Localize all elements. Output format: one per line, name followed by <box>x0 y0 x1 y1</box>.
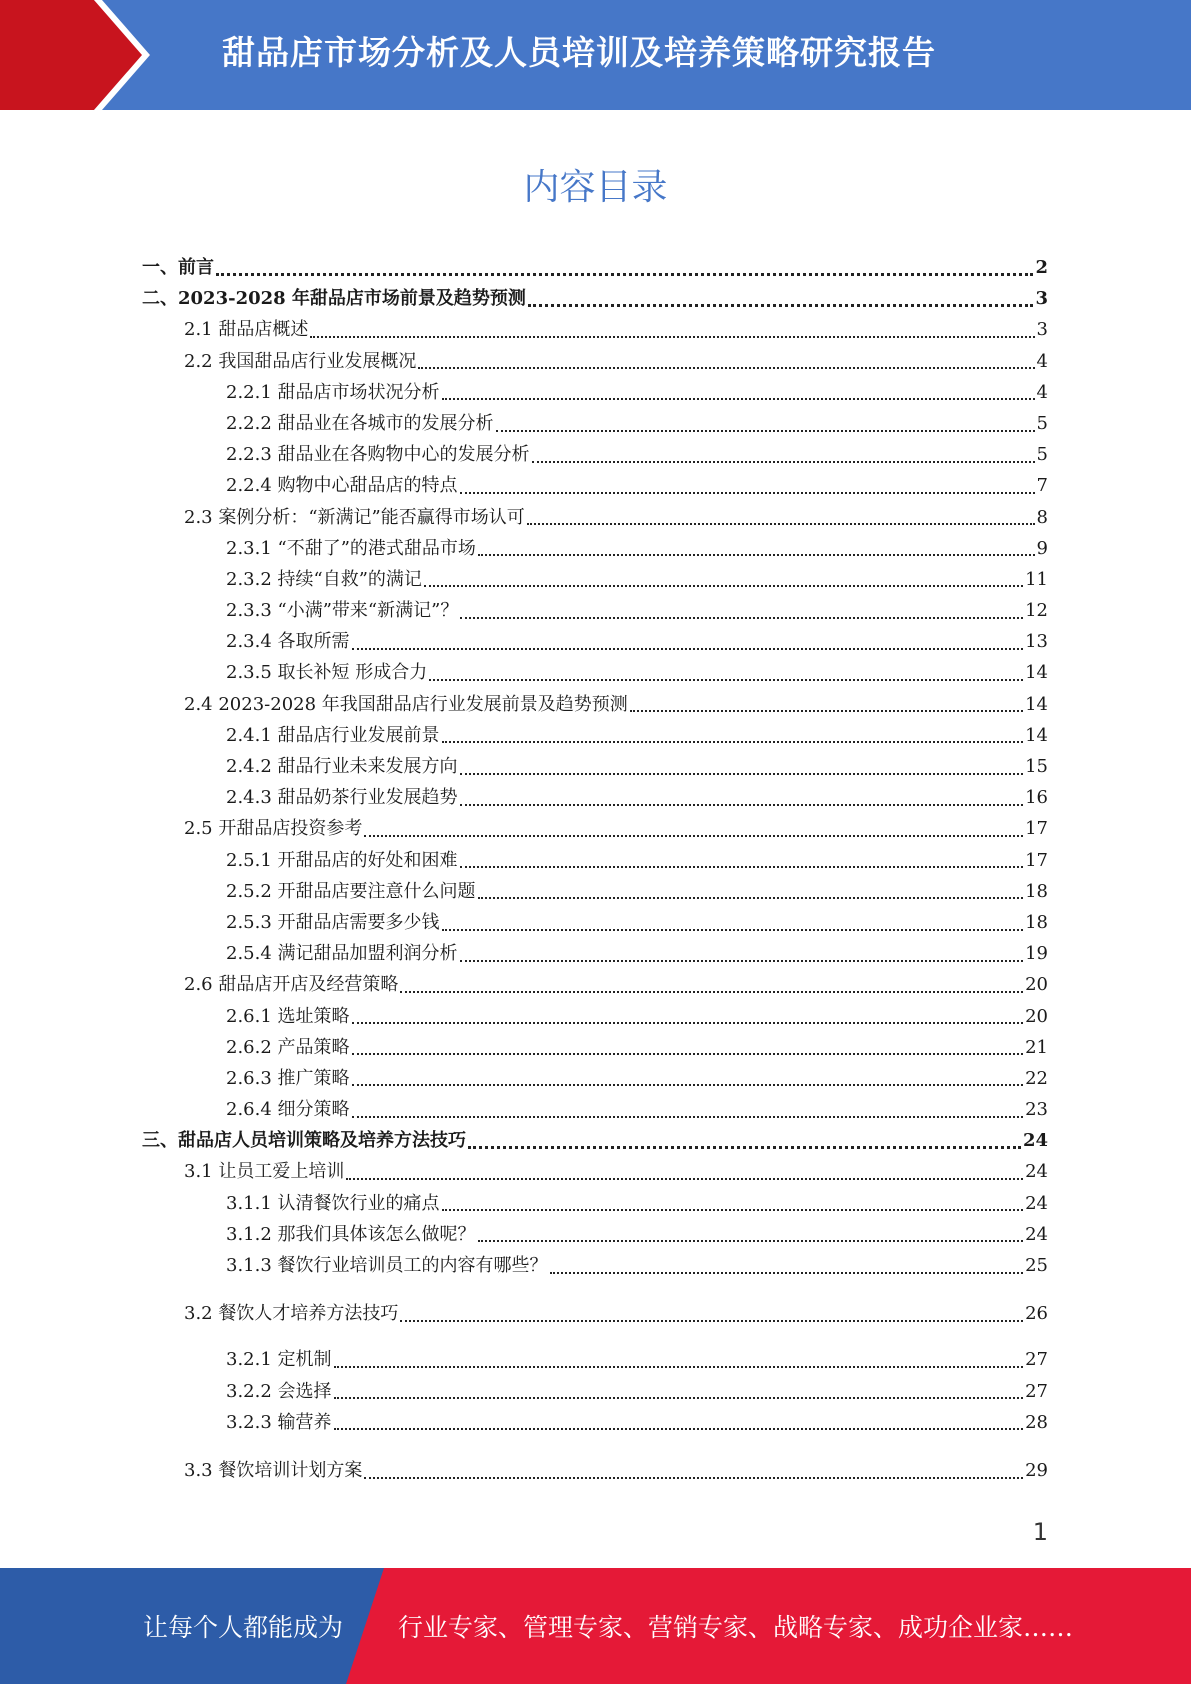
page-number: 1 <box>1032 1518 1048 1546</box>
toc-leader-dots <box>346 1178 1023 1180</box>
toc-entry-page: 26 <box>1025 1303 1048 1325</box>
toc-entry-title: 2.4.3 甜品奶茶行业发展趋势 <box>226 787 458 809</box>
toc-entry-title: 2.4.1 甜品店行业发展前景 <box>226 724 440 746</box>
toc-entry-title: 3.2 餐饮人才培养方法技巧 <box>184 1303 399 1325</box>
toc-entry-title: 3.1.1 认清餐饮行业的痛点 <box>226 1192 440 1214</box>
toc-entry[interactable] <box>142 938 1048 969</box>
toc-entry[interactable] <box>142 408 1048 439</box>
toc-entry[interactable] <box>142 657 1048 688</box>
toc-entry-page: 23 <box>1025 1099 1048 1121</box>
toc-entry[interactable] <box>142 907 1048 938</box>
footer-slogan-left: 让每个人都能成为 <box>143 1613 344 1642</box>
toc-entry-page: 5 <box>1036 444 1048 466</box>
footer-slogan-right: 行业专家、管理专家、营销专家、战略专家、成功企业家…… <box>398 1613 1074 1642</box>
toc-leader-dots <box>478 554 1035 556</box>
toc-entry-page: 24 <box>1022 1130 1048 1152</box>
toc-entry[interactable] <box>142 845 1048 876</box>
toc-entry-page: 28 <box>1025 1411 1048 1433</box>
toc-entry[interactable] <box>142 876 1048 907</box>
toc-entry-title: 2.2.4 购物中心甜品店的特点 <box>226 475 458 497</box>
toc-entry-title: 2.4 2023-2028 年我国甜品店行业发展前景及趋势预测 <box>184 693 628 715</box>
toc-entry-page: 14 <box>1025 662 1048 684</box>
toc-entry-title: 3.3 餐饮培训计划方案 <box>184 1459 363 1481</box>
toc-entry[interactable] <box>142 1219 1048 1250</box>
toc-leader-dots <box>630 710 1023 712</box>
toc-leader-dots <box>334 1428 1024 1430</box>
toc-entry-title: 一、前言 <box>142 257 214 278</box>
toc-leader-dots <box>352 1084 1024 1086</box>
toc-entry[interactable] <box>142 1250 1048 1281</box>
toc-entry-page: 8 <box>1036 506 1048 528</box>
toc-entry-title: 2.5.4 满记甜品加盟利润分析 <box>226 943 458 965</box>
toc-leader-dots <box>400 991 1023 993</box>
toc-entry[interactable] <box>142 720 1048 751</box>
toc-entry[interactable] <box>142 377 1048 408</box>
toc-leader-dots <box>364 1477 1023 1479</box>
toc-leader-dots <box>532 461 1035 463</box>
toc-entry-title: 2.2.2 甜品业在各城市的发展分析 <box>226 412 494 434</box>
toc-leader-dots <box>442 929 1024 931</box>
toc-leader-dots <box>364 835 1023 837</box>
toc-leader-dots <box>352 1053 1024 1055</box>
toc-entry-page: 18 <box>1025 911 1048 933</box>
toc-entry-page: 21 <box>1025 1036 1048 1058</box>
toc-entry-title: 3.1 让员工爱上培训 <box>184 1161 345 1183</box>
toc-entry[interactable] <box>142 751 1048 782</box>
toc-entry[interactable] <box>142 1298 1048 1329</box>
toc-leader-dots <box>352 1022 1024 1024</box>
toc-entry-page: 27 <box>1025 1349 1048 1371</box>
toc-entry-page: 22 <box>1025 1067 1048 1089</box>
toc-entry[interactable] <box>142 439 1048 470</box>
toc-entry[interactable] <box>142 1344 1048 1375</box>
toc-entry[interactable] <box>142 782 1048 813</box>
toc-entry-page: 29 <box>1025 1459 1048 1481</box>
toc-entry-title: 2.3 案例分析：“新满记”能否赢得市场认可 <box>184 506 525 528</box>
toc-leader-dots <box>460 617 1023 619</box>
toc-entry[interactable] <box>142 314 1048 345</box>
toc-entry-title: 2.3.5 取长补短 形成合力 <box>226 662 428 684</box>
toc-entry-title: 2.5.3 开甜品店需要多少钱 <box>226 911 440 933</box>
toc-entry-title: 2.2.1 甜品店市场状况分析 <box>226 381 440 403</box>
toc-entry[interactable] <box>142 1407 1048 1438</box>
toc-leader-dots <box>460 960 1024 962</box>
toc-leader-dots <box>527 523 1035 525</box>
toc-entry[interactable] <box>142 1156 1048 1187</box>
toc-entry[interactable] <box>142 533 1048 564</box>
toc-leader-dots <box>352 1116 1024 1118</box>
toc-leader-dots <box>334 1397 1024 1399</box>
toc-entry-title: 2.5 开甜品店投资参考 <box>184 818 363 840</box>
toc-leader-dots <box>216 273 1033 276</box>
toc-entry[interactable] <box>142 595 1048 626</box>
toc-entry-page: 11 <box>1025 568 1048 590</box>
toc-entry-title: 2.3.4 各取所需 <box>226 631 350 653</box>
toc-entry-page: 24 <box>1025 1223 1048 1245</box>
toc-entry-title: 2.6.4 细分策略 <box>226 1099 350 1121</box>
toc-leader-dots <box>429 679 1023 681</box>
toc-entry-title: 2.3.1 “不甜了”的港式甜品市场 <box>226 537 476 559</box>
toc-entry[interactable] <box>142 1188 1048 1219</box>
toc-leader-dots <box>528 304 1034 307</box>
toc-entry[interactable] <box>142 969 1048 1000</box>
toc-entry-page: 27 <box>1025 1380 1048 1402</box>
toc-entry-page: 20 <box>1025 1005 1048 1027</box>
toc-entry[interactable] <box>142 346 1048 377</box>
toc-entry-title: 2.6.1 选址策略 <box>226 1005 350 1027</box>
toc-leader-dots <box>400 1320 1023 1322</box>
toc-entry-title: 二、2023-2028 年甜品店市场前景及趋势预测 <box>142 288 526 310</box>
toc-leader-dots <box>468 1146 1021 1149</box>
toc-entry-page: 17 <box>1025 818 1048 840</box>
toc-entry-title: 2.6.2 产品策略 <box>226 1036 350 1058</box>
toc-heading: 内容目录 <box>523 167 668 208</box>
toc-entry-title: 2.4.2 甜品行业未来发展方向 <box>226 756 458 777</box>
report-title: 甜品店市场分析及人员培训及培养策略研究报告 <box>222 33 936 72</box>
toc-entry-title: 2.3.3 “小满”带来“新满记”？ <box>226 600 459 622</box>
toc-entry-page: 20 <box>1025 974 1048 996</box>
toc-entry-page: 5 <box>1036 412 1048 434</box>
toc-entry-page: 9 <box>1036 537 1048 559</box>
toc-leader-dots <box>418 367 1034 369</box>
toc-entry[interactable] <box>142 1001 1048 1032</box>
toc-leader-dots <box>460 773 1024 775</box>
toc-leader-dots <box>478 897 1024 899</box>
toc-entry-title: 2.6 甜品店开店及经营策略 <box>184 974 399 996</box>
toc-entry-title: 3.2.3 输营养 <box>226 1411 332 1433</box>
toc-leader-dots <box>352 648 1024 650</box>
toc-entry-title: 3.1.2 那我们具体该怎么做呢？ <box>226 1223 476 1245</box>
toc-entry[interactable] <box>142 1032 1048 1063</box>
toc-entry[interactable] <box>142 1063 1048 1094</box>
toc-entry[interactable] <box>142 252 1048 283</box>
toc-leader-dots <box>310 336 1034 338</box>
toc-leader-dots <box>478 1240 1024 1242</box>
toc-entry-title: 2.5.2 开甜品店要注意什么问题 <box>226 880 476 902</box>
page-header <box>0 0 1191 110</box>
toc-entry-page: 14 <box>1025 693 1048 715</box>
toc-entry-page: 13 <box>1025 631 1048 653</box>
toc-entry[interactable] <box>142 813 1048 844</box>
toc-leader-dots <box>496 430 1035 432</box>
toc-entry[interactable] <box>142 1125 1048 1156</box>
toc-entry-page: 3 <box>1035 288 1048 310</box>
toc-entry-title: 3.1.3 餐饮行业培训员工的内容有哪些？ <box>226 1255 548 1276</box>
toc-entry-title: 3.2.1 定机制 <box>226 1349 332 1371</box>
toc-entry-title: 2.5.1 开甜品店的好处和困难 <box>226 849 458 871</box>
toc-entry-page: 24 <box>1025 1192 1048 1214</box>
toc-leader-dots <box>442 398 1035 400</box>
toc-entry-title: 2.2.3 甜品业在各购物中心的发展分析 <box>226 444 530 466</box>
toc-entry-page: 25 <box>1025 1255 1048 1276</box>
table-of-contents <box>142 252 1048 1486</box>
toc-leader-dots <box>460 492 1035 494</box>
toc-leader-dots <box>424 585 1023 587</box>
toc-entry-title: 3.2.2 会选择 <box>226 1380 332 1402</box>
toc-leader-dots <box>550 1272 1024 1274</box>
toc-entry[interactable] <box>142 1455 1048 1486</box>
toc-entry-page: 3 <box>1036 319 1048 341</box>
toc-entry-title: 三、甜品店人员培训策略及培养方法技巧 <box>142 1130 466 1152</box>
toc-entry-title: 2.3.2 持续“自救”的满记 <box>226 568 422 590</box>
toc-entry[interactable] <box>142 283 1048 314</box>
toc-entry-page: 24 <box>1025 1161 1048 1183</box>
toc-entry[interactable] <box>142 470 1048 501</box>
toc-entry[interactable] <box>142 502 1048 533</box>
toc-entry[interactable] <box>142 626 1048 657</box>
page-footer <box>0 1568 1191 1684</box>
toc-entry-page: 18 <box>1025 880 1048 902</box>
toc-entry-page: 17 <box>1025 849 1048 871</box>
toc-leader-dots <box>460 804 1024 806</box>
toc-entry-page: 15 <box>1025 756 1048 777</box>
toc-entry-page: 7 <box>1036 475 1048 497</box>
header-red-arrow <box>0 0 150 110</box>
toc-entry-page: 4 <box>1036 350 1048 372</box>
toc-leader-dots <box>460 866 1024 868</box>
toc-entry[interactable] <box>142 1376 1048 1407</box>
toc-entry[interactable] <box>142 1094 1048 1125</box>
toc-entry-page: 14 <box>1025 724 1048 746</box>
toc-leader-dots <box>442 1209 1024 1211</box>
toc-entry-title: 2.2 我国甜品店行业发展概况 <box>184 350 417 372</box>
toc-entry-title: 2.1 甜品店概述 <box>184 319 309 341</box>
toc-entry-page: 4 <box>1036 381 1048 403</box>
toc-entry-title: 2.6.3 推广策略 <box>226 1067 350 1089</box>
toc-entry-page: 19 <box>1025 943 1048 965</box>
toc-entry-page: 12 <box>1025 600 1048 622</box>
toc-entry[interactable] <box>142 564 1048 595</box>
toc-entry-page: 2 <box>1035 257 1048 278</box>
toc-leader-dots <box>334 1366 1024 1368</box>
toc-entry[interactable] <box>142 689 1048 720</box>
toc-leader-dots <box>442 741 1024 743</box>
toc-entry-page: 16 <box>1025 787 1048 809</box>
